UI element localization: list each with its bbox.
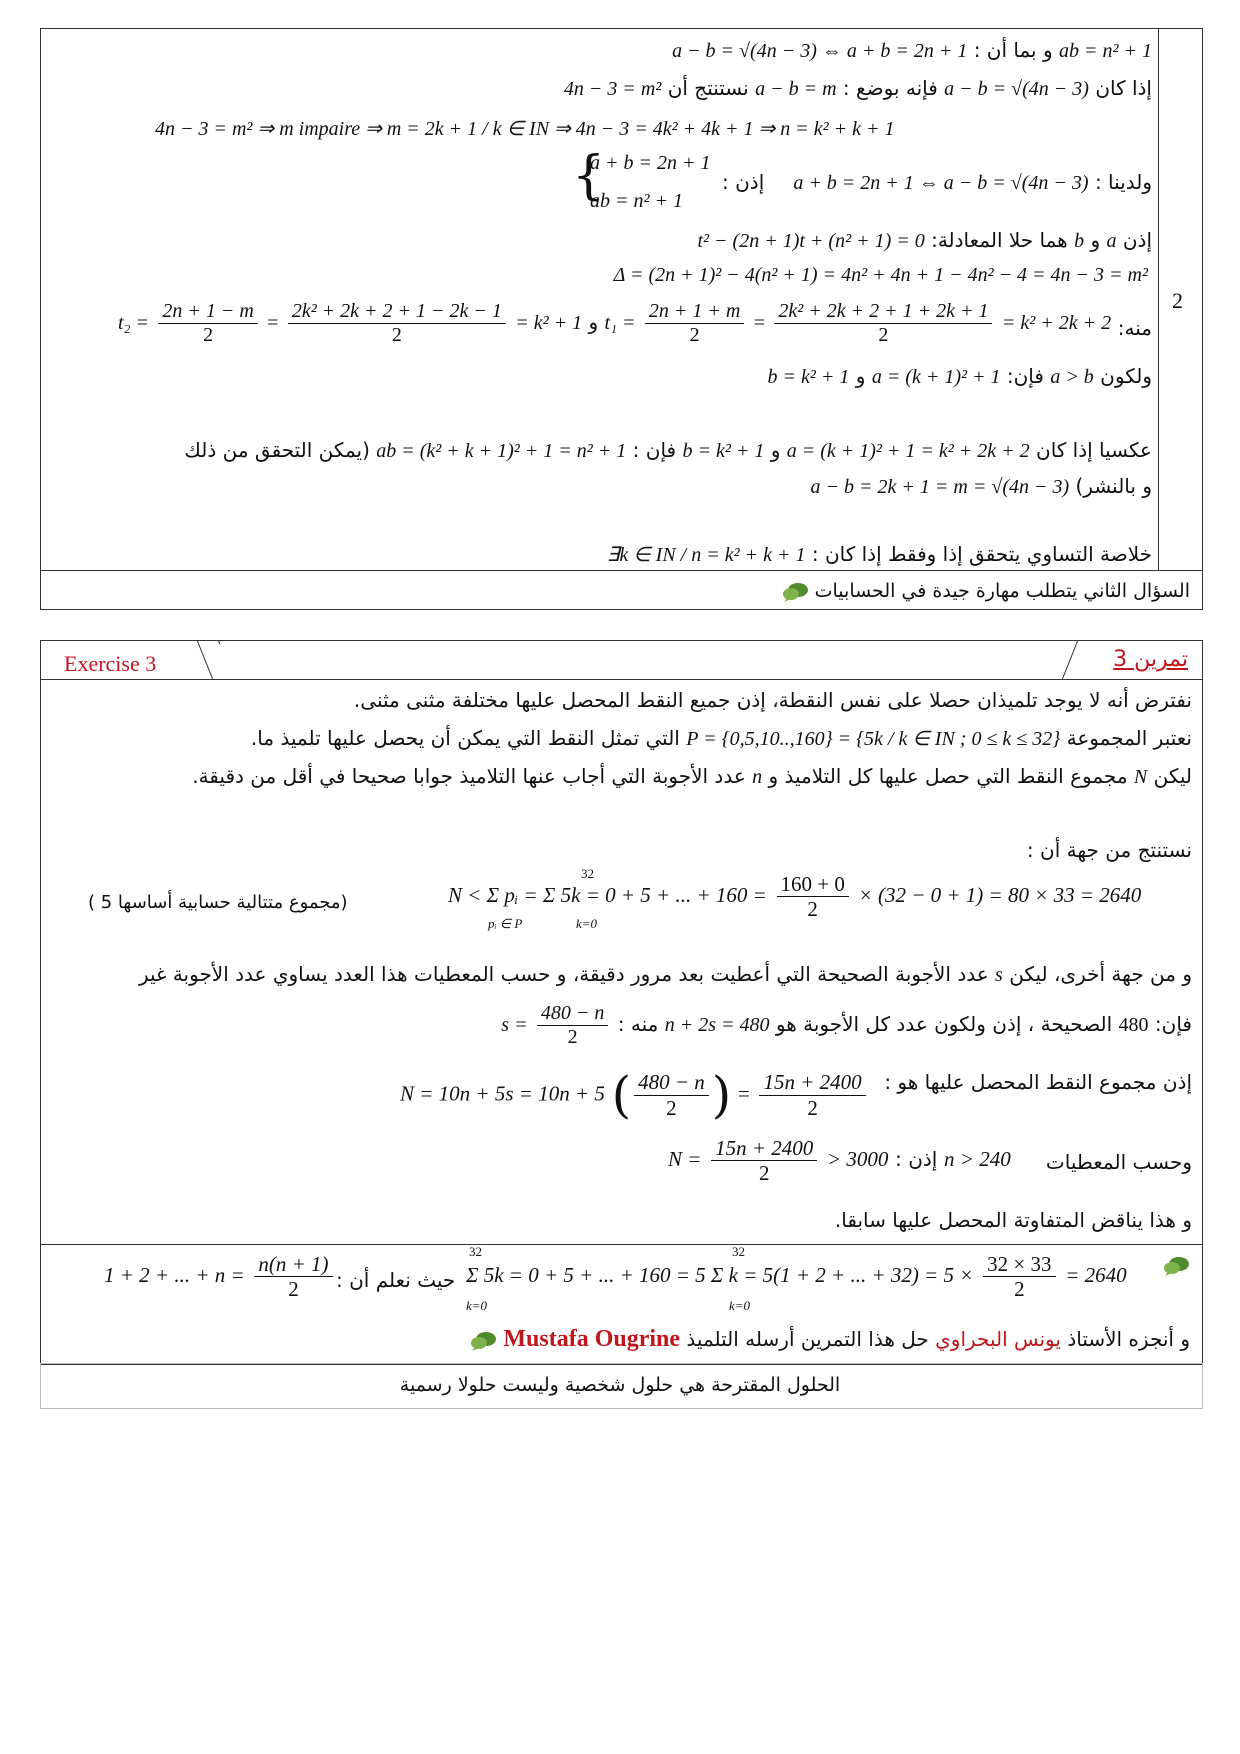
eq-a-minus-b-m: a − b = m (755, 78, 837, 100)
t1-frac-1: $\frac{2n + 1 + m}{2}$ (645, 300, 744, 347)
text-conclusion: خلاصة التساوي يتحقق إذا وفقط إذا كان : (811, 542, 1152, 566)
eq-equivalence: a + b = 2n + 1 ⇔ a − b = √(4n − 3) (793, 172, 1089, 194)
header-tab-left-slant (195, 640, 225, 680)
eq-b-conv: b = k² + 1 (682, 440, 765, 462)
text-by-expansion: بالنشر) (1075, 474, 1136, 498)
hint-divider (40, 1244, 1202, 1245)
eq-diff-check: a − b = 2k + 1 = m = √(4n − 3) (810, 476, 1070, 498)
ex2-line-8: b = k² + 1 و a = (k + 1)² + 1 فإن: a > b ولكون (767, 364, 1152, 388)
hint-sum-sub-1: k=0 (466, 1298, 488, 1313)
t1-frac-2: $\frac{\text{2k² + 2k + 2 + 1 + 2k + 1}}{2}$ (774, 300, 992, 347)
p2-text-2: التي تمثل النقط التي يمكن أن يحصل عليها تلميذ ما. (250, 726, 680, 750)
hint-sum-sub-2: k=0 (729, 1298, 751, 1313)
ex3-p6: عدد الأجوبة الصحيحة التي أعطيت بعد مرور دقيقة، و حسب المعطيات هذا العدد يساوي عدد الأجوبة غير s و من جهة أخرى، ليكن (138, 962, 1192, 986)
ex2-line-7: t₂ = $\frac{2n + 1 - m}{2}$ = $\frac{\text{2k² + 2k + 2 + 1 − 2k − 1}}{2}$ = k² + 1 و t₁ = $\frac{2n + 1 + m}{2}$ = $\frac{\text{2k² + 2k + 2 + 1 + 2k + 1}}{2}$ = k² + 2k + 2 (118, 300, 1112, 346)
hint-line-math: Σ 5k = 0 + 5 + ... + 160 = 5 Σ k = 5(1 + 2 + ... + 32) = 5 × $\frac{32 \times 33}{2}$ = 2640 (466, 1252, 1127, 1302)
sum-expression: N < Σ pᵢ = Σ 5k = 0 + 5 + ... + 160 = (448, 883, 767, 908)
text-setting: فإنه بوضع : (842, 76, 938, 100)
note-text: السؤال الثاني يتطلب مهارة جيدة في الحسابيات (814, 580, 1190, 602)
sum-upper-limit: 32 (581, 866, 594, 881)
eq-n-2s: n + 2s = 480 (664, 1014, 770, 1036)
hint-sum-top-2: 32 (732, 1244, 745, 1259)
eq-b-value: b = k² + 1 (767, 366, 850, 388)
eq-a-value: a = (k + 1)² + 1 (871, 366, 1001, 388)
footer-disclaimer: الحلول المقترحة هي حلول شخصية وليست حلولا رسمية (399, 1374, 841, 1396)
ex2-line-11-conclusion (607, 542, 1152, 567)
ex3-p8: إذن مجموع النقط المحصل عليها هو : (884, 1070, 1192, 1094)
ex2-line-4 (793, 170, 1152, 195)
text-and: و (1090, 228, 1101, 252)
ex3-p2 (251, 726, 1192, 751)
text-conversely: عكسيا إذا كان (1036, 438, 1152, 462)
comment-bubbles-icon (1162, 1256, 1190, 1276)
ex3-p4: نستنتج من جهة أن : (1026, 838, 1192, 862)
text-so: إذن (1122, 228, 1152, 252)
t2-result: = k² + 1 (515, 312, 583, 334)
eq-sum: a − b = √(4n − 3) ⇔ a + b = 2n + 1 (672, 40, 968, 62)
eq-m-square: 4n − 3 = m² (563, 78, 662, 100)
credit-line: Mustafa Ougrine و أنجزه الأستاذ يونس البحراوي حل هذا التمرين أرسله التلميذ (469, 1326, 1190, 1353)
ex3-p5-sum-line (448, 872, 1141, 921)
ex3-p8-math: N = 10n + 5s = 10n + 5 ( $\frac{480 - n}{2}$ ) = $\frac{15n + 2400}{2}$ (400, 1066, 869, 1124)
student-name: يونس البحراوي (935, 1327, 1061, 1351)
t1-result: = k² + 2k + 2 (1001, 312, 1112, 334)
hint-text: حيث نعلم أن : (336, 1268, 456, 1292)
eq-conclusion: ∃k ∈ IN / n = k² + k + 1 (606, 544, 806, 566)
eq-root: a − b = √(4n − 3) (944, 78, 1089, 100)
comment-bubbles-icon (781, 582, 809, 602)
p2-text-1: نعتبر المجموعة (1066, 726, 1192, 750)
s-fraction: $\frac{480 - n}{2}$ (537, 1002, 609, 1049)
text-and-roots: و (588, 310, 599, 334)
ex2-line-2 (564, 76, 1152, 101)
text-since: و بما أن : (973, 38, 1053, 62)
system-eq-2: ab = n² + 1 (590, 190, 683, 212)
ex2-line-9: (يمكن التحقق من ذلك ab = (k² + k + 1)² + 1 = n² + 1 فإن : b = k² + 1 و a = (k + 1)² + 1 = k² + 2k + 2 عكسيا إذا كان (184, 438, 1152, 462)
eq-ab-check: ab = (k² + k + 1)² + 1 = n² + 1 (376, 440, 627, 462)
eq-product: ab = n² + 1 (1059, 40, 1152, 62)
text-deduce: نستنتج أن (667, 76, 749, 100)
system-eq-1: a + b = 2n + 1 (590, 152, 711, 174)
ex3-p1: نفترض أنه لا يوجد تلميذان حصلا على نفس النقطة، إذن جميع النقط المحصل عليها مختلفة مثنى مثنى. (353, 688, 1192, 712)
hint-sum-top-1: 32 (469, 1244, 482, 1259)
ex3-p10: و هذا يناقض المتفاوتة المحصل عليها سابقا. (834, 1208, 1192, 1232)
text-roots-of: هما حلا المعادلة: (931, 228, 1068, 252)
teacher-name: Mustafa Ougrine (503, 1326, 681, 1352)
ex2-note (781, 580, 1190, 602)
t1-label: t₁ = (604, 312, 636, 334)
ex3-p9-math: N = $\frac{15n + 2400}{2}$ > 3000 إذن : n > 240 (668, 1136, 1011, 1186)
ex2-line-5: t² − (2n + 1)t + (n² + 1) = 0 هما حلا المعادلة: b و a إذن (697, 228, 1152, 252)
text-therefore: إذن : (722, 170, 765, 194)
t2-label: t₂ = (118, 312, 150, 334)
text-can-verify: (يمكن التحقق من ذلك (184, 438, 370, 462)
eq-quadratic: t² − (2n + 1)t + (n² + 1) = 0 (697, 230, 925, 252)
ex3-p3: عدد الأجوبة التي أجاب عنها التلاميذ جوابا صحيحا في أقل من دقيقة. n مجموع النقط التي حصل عليها كل التلاميذ و N ليكن (192, 764, 1192, 788)
row-number-column-divider (1158, 28, 1159, 570)
t2-frac-2: $\frac{\text{2k² + 2k + 2 + 1 − 2k − 1}}{2}$ (288, 300, 506, 347)
text-if: إذا كان (1095, 76, 1152, 100)
text-we-have: ولدينا : (1094, 170, 1152, 194)
ex3-p7: s = $\frac{480 - n}{2}$ منه : n + 2s = 480 فإن: 480 الصحيحة ، إذن ولكون عدد كل الأجوبة هو (501, 1002, 1192, 1048)
text-hence: منه: (1117, 316, 1152, 340)
exercise-title-ar: تمرين 3 (1113, 647, 1188, 672)
text-since-a-gt-b: ولكون (1100, 364, 1152, 388)
hint-line-left: 1 + 2 + ... + n = $\frac{n(n + 1)}{2}$ (104, 1252, 336, 1301)
ex2-line-4-therefore (722, 170, 764, 194)
ex2-line-1 (672, 38, 1152, 63)
sum-fraction: $\frac{160 + 0}{2}$ (777, 872, 849, 921)
system-brace: { (572, 146, 606, 206)
ex3-p9: وحسب المعطيات (1045, 1150, 1192, 1174)
eq-a-gt-b: a > b (1050, 366, 1094, 388)
comment-bubbles-icon (469, 1331, 497, 1351)
eq-a-conv: a = (k + 1)² + 1 = k² + 2k + 2 (786, 440, 1030, 462)
header-tab-right-slant (1040, 640, 1080, 680)
hint-line-right (1162, 1252, 1190, 1276)
ex2-line-6-discriminant: Δ = (2n + 1)² − 4(n² + 1) = 4n² + 4n + 1 − 4n² − 4 = 4n − 3 = m² (613, 264, 1148, 286)
exercise-title-en: Exercise 3 (64, 651, 157, 676)
sum-subscript-2: k=0 (576, 916, 598, 931)
sum-result: × (32 − 0 + 1) = 80 × 33 = 2640 (858, 883, 1142, 908)
arith-seq-note: (مجموع متتالية حسابية أساسها 5 ) (88, 892, 348, 913)
note-divider (40, 570, 1202, 571)
sum-subscript-1: pᵢ ∈ P (488, 916, 523, 931)
ex2-line-3: 4n − 3 = m² ⇒ m impaire ⇒ m = 2k + 1 / k ∈ IN ⇒ 4n − 3 = 4k² + 4k + 1 ⇒ n = k² + k + 1 (155, 118, 895, 140)
t2-frac-1: $\frac{2n + 1 - m}{2}$ (158, 300, 257, 347)
ex2-line-10: a − b = 2k + 1 = m = √(4n − 3) و بالنشر) (810, 474, 1152, 498)
row-number: 2 (1172, 288, 1183, 313)
set-P: P = {0,5,10..,160} = {5k / k ∈ IN ; 0 ≤ k ≤ 32} (686, 728, 1061, 750)
